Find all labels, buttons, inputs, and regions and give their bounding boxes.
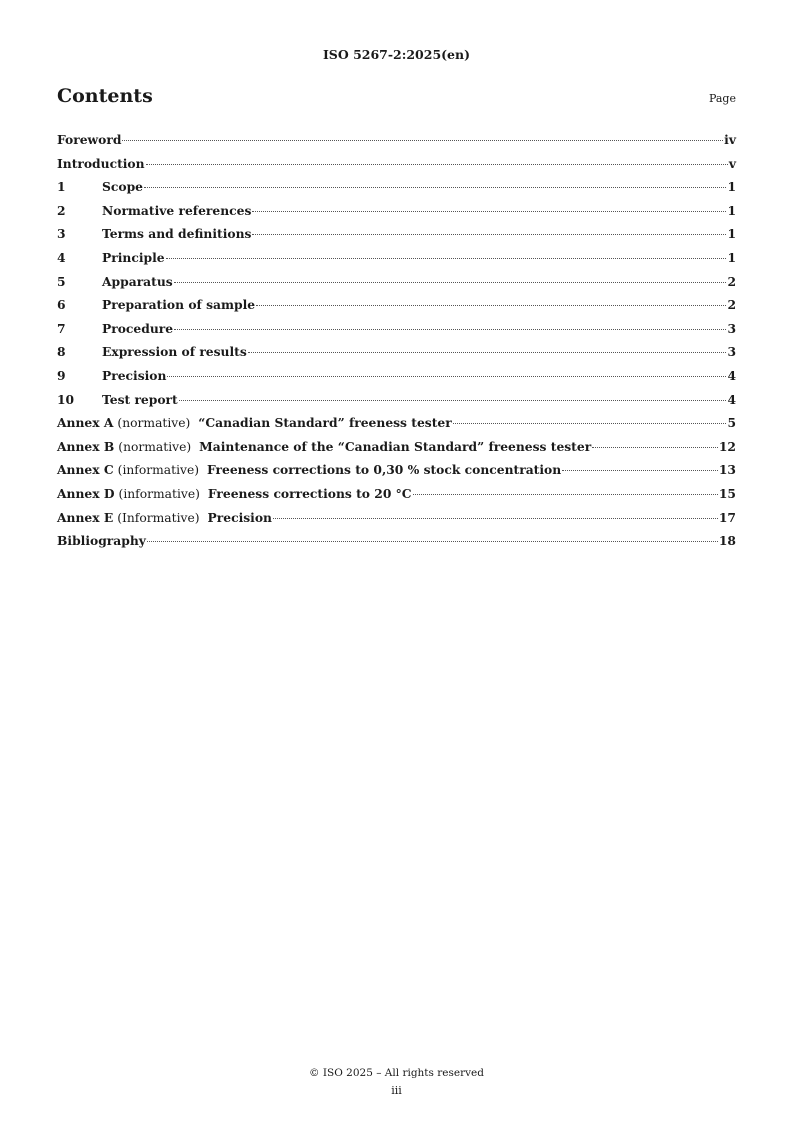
dot-leader bbox=[179, 400, 727, 401]
toc-annex-label: Annex D bbox=[57, 485, 115, 501]
dot-leader bbox=[592, 447, 718, 448]
toc-annex-type: (normative) bbox=[117, 416, 191, 431]
toc-entry-title[interactable]: Introduction bbox=[57, 155, 145, 171]
toc-entry-title[interactable]: Preparation of sample bbox=[102, 297, 256, 313]
toc-entry[interactable] bbox=[57, 270, 736, 294]
dot-leader bbox=[248, 352, 727, 353]
toc-page-number: v bbox=[728, 155, 736, 171]
toc-section-number: 7 bbox=[57, 320, 66, 336]
toc-entry-title[interactable]: Apparatus bbox=[102, 273, 173, 289]
toc-page-number: 17 bbox=[718, 509, 736, 525]
dot-leader bbox=[252, 211, 726, 212]
toc-entry-title[interactable]: Procedure bbox=[102, 320, 174, 336]
toc-entry[interactable] bbox=[57, 458, 736, 482]
table-of-contents bbox=[57, 128, 736, 553]
toc-section-number: 5 bbox=[57, 273, 66, 289]
dot-leader bbox=[147, 541, 718, 542]
toc-page-number: 3 bbox=[727, 320, 736, 336]
toc-page-number: 1 bbox=[727, 179, 736, 195]
toc-entry-title[interactable]: Freeness corrections to 0,30 % stock concentration bbox=[207, 462, 562, 478]
dot-leader bbox=[174, 329, 726, 330]
toc-entry-title[interactable]: Precision bbox=[102, 367, 167, 383]
dot-leader bbox=[174, 282, 727, 283]
toc-entry[interactable] bbox=[57, 293, 736, 317]
page-column-label: Page bbox=[708, 92, 736, 105]
toc-entry[interactable] bbox=[57, 152, 736, 176]
dot-leader bbox=[256, 305, 726, 306]
toc-annex-label: Annex A bbox=[57, 415, 114, 431]
toc-page-number: 5 bbox=[727, 415, 736, 431]
toc-entry-title[interactable]: Freeness corrections to 20 °C bbox=[207, 485, 412, 501]
toc-entry-title[interactable]: Foreword bbox=[57, 132, 122, 147]
toc-page-number: 2 bbox=[727, 297, 736, 313]
toc-entry-title[interactable]: Terms and definitions bbox=[102, 226, 252, 242]
toc-entry[interactable] bbox=[57, 246, 736, 270]
toc-page-number: iv bbox=[724, 132, 736, 147]
toc-annex-type: (normative) bbox=[118, 439, 192, 454]
toc-entry[interactable] bbox=[57, 222, 736, 246]
dot-leader bbox=[144, 187, 726, 188]
dot-leader bbox=[122, 140, 723, 141]
toc-page-number: 1 bbox=[727, 202, 736, 218]
document-id-header: ISO 5267-2:2025(en) bbox=[322, 47, 471, 62]
toc-entry-title[interactable]: Test report bbox=[102, 391, 178, 407]
dot-leader bbox=[562, 470, 718, 471]
dot-leader bbox=[252, 234, 726, 235]
toc-section-number: 9 bbox=[57, 367, 66, 383]
toc-entry-title[interactable]: “Canadian Standard” freeness tester bbox=[198, 415, 452, 431]
toc-entry-title[interactable]: Bibliography bbox=[57, 533, 146, 549]
toc-section-number: 8 bbox=[57, 344, 66, 360]
toc-annex-type: (informative) bbox=[118, 486, 200, 501]
toc-entry[interactable] bbox=[57, 364, 736, 388]
toc-page-number: 1 bbox=[727, 249, 736, 265]
toc-section-number: 10 bbox=[57, 391, 75, 407]
toc-annex-label: Annex B bbox=[57, 438, 115, 454]
toc-annex-type: (informative) bbox=[117, 463, 200, 478]
dot-leader bbox=[166, 258, 727, 259]
toc-entry[interactable] bbox=[57, 340, 736, 364]
toc-entry[interactable] bbox=[57, 482, 736, 506]
toc-page-number: 13 bbox=[718, 462, 736, 478]
toc-section-number: 1 bbox=[57, 179, 66, 195]
toc-page-number: 1 bbox=[727, 226, 736, 242]
toc-entry[interactable] bbox=[57, 128, 736, 152]
copyright-notice: © ISO 2025 – All rights reserved bbox=[309, 1067, 484, 1079]
toc-page-number: 4 bbox=[727, 367, 736, 383]
toc-entry-title[interactable]: Principle bbox=[102, 249, 165, 265]
toc-page-number: 2 bbox=[727, 273, 736, 289]
toc-page-number: 12 bbox=[718, 438, 736, 454]
toc-entry[interactable] bbox=[57, 175, 736, 199]
toc-entry[interactable] bbox=[57, 529, 736, 553]
dot-leader bbox=[413, 494, 718, 495]
toc-entry[interactable] bbox=[57, 435, 736, 459]
toc-entry-title[interactable]: Maintenance of the “Canadian Standard” freeness tester bbox=[199, 438, 592, 454]
toc-page-number: 18 bbox=[718, 533, 736, 549]
toc-annex-label: Annex E bbox=[57, 509, 114, 525]
dot-leader bbox=[273, 518, 718, 519]
toc-entry[interactable] bbox=[57, 317, 736, 341]
dot-leader bbox=[167, 376, 726, 377]
toc-page-number: 15 bbox=[718, 485, 736, 501]
toc-section-number: 2 bbox=[57, 202, 66, 218]
toc-entry[interactable] bbox=[57, 388, 736, 412]
toc-entry-title[interactable]: Expression of results bbox=[102, 344, 247, 360]
toc-entry-title[interactable]: Precision bbox=[207, 509, 272, 525]
toc-entry-title[interactable]: Scope bbox=[102, 179, 143, 195]
toc-entry[interactable] bbox=[57, 199, 736, 223]
toc-entry[interactable] bbox=[57, 506, 736, 530]
toc-page-number: 4 bbox=[727, 391, 736, 407]
dot-leader bbox=[146, 164, 728, 165]
toc-entry[interactable] bbox=[57, 411, 736, 435]
dot-leader bbox=[453, 423, 727, 424]
toc-entry-title[interactable]: Normative references bbox=[102, 202, 252, 218]
toc-section-number: 6 bbox=[57, 297, 66, 313]
page-number: iii bbox=[391, 1084, 402, 1097]
toc-page-number: 3 bbox=[727, 344, 736, 360]
toc-annex-type: (Informative) bbox=[117, 510, 200, 525]
toc-section-number: 3 bbox=[57, 226, 66, 242]
toc-annex-label: Annex C bbox=[57, 462, 114, 478]
toc-section-number: 4 bbox=[57, 249, 66, 265]
contents-title: Contents bbox=[57, 85, 153, 107]
